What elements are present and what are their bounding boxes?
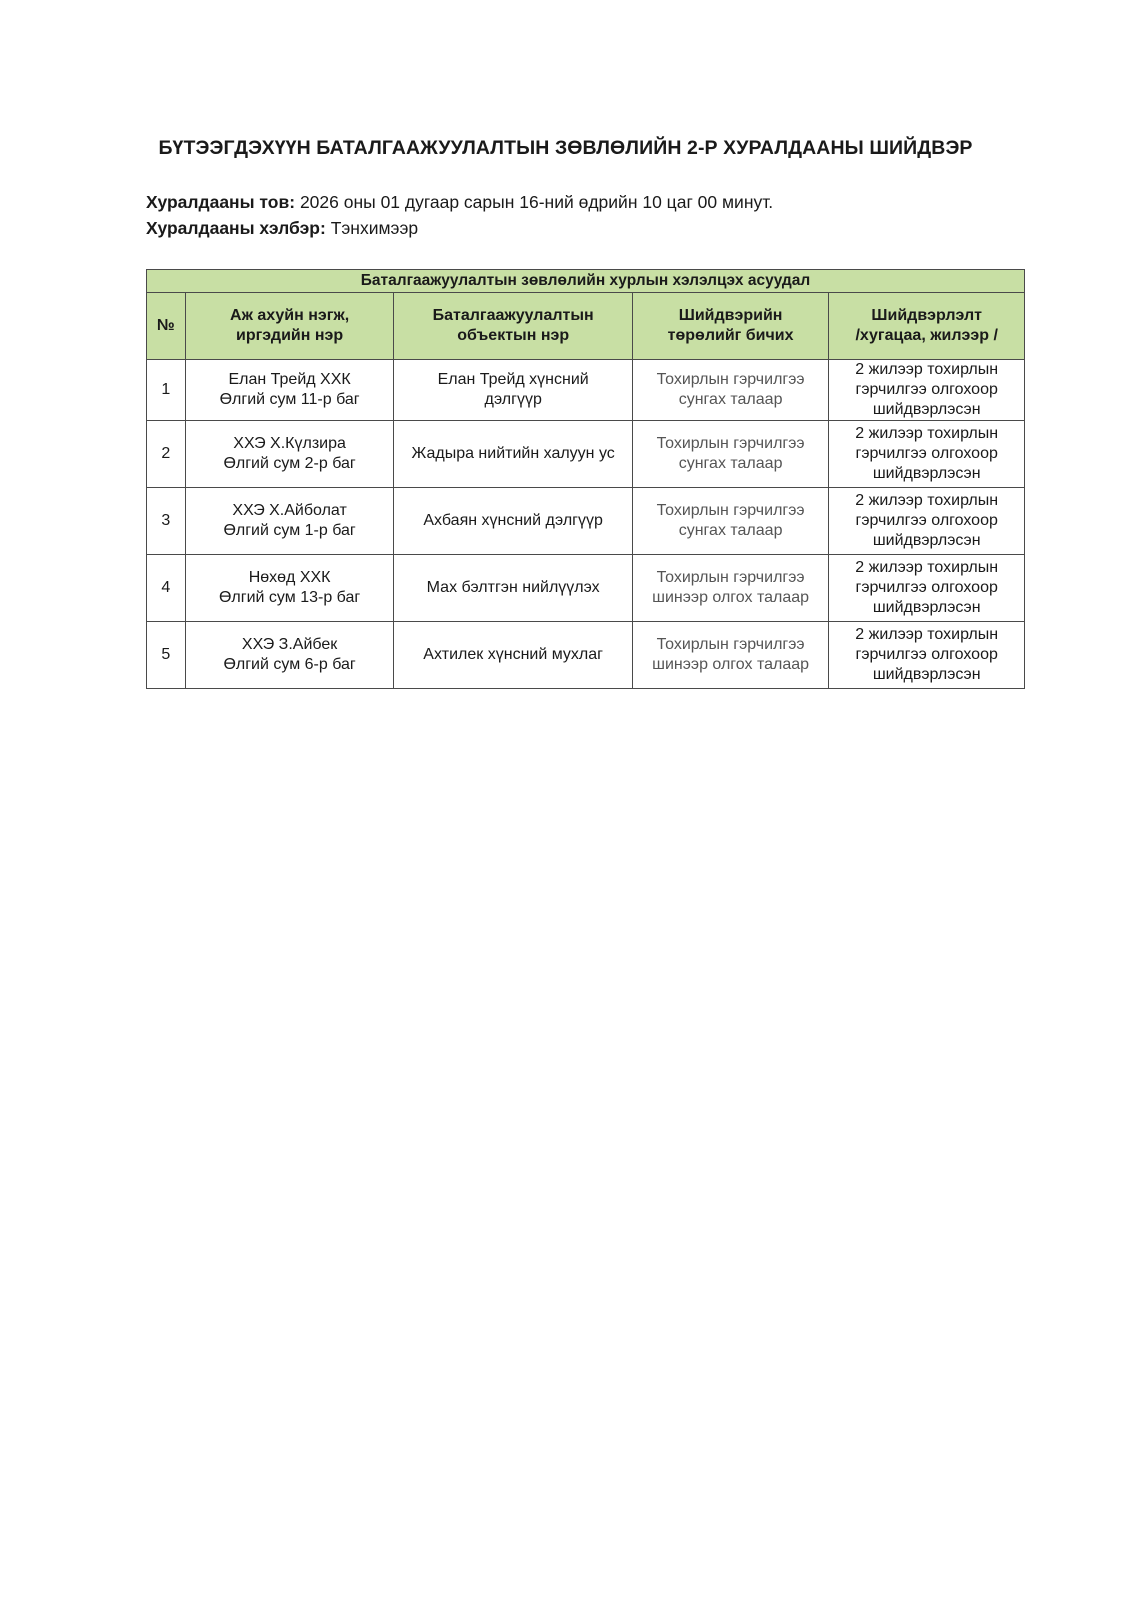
cell-line: Ахтилек хүнсний мухлаг	[423, 646, 603, 663]
header-entity	[185, 293, 394, 360]
header-line: төрөлийг бичих	[667, 327, 794, 344]
header-decision	[829, 293, 1025, 360]
cell-decision	[829, 555, 1025, 622]
cell-line: шийдвэрлэсэн	[872, 401, 981, 418]
cell-decision-type	[632, 555, 829, 622]
cell-decision-type	[632, 488, 829, 555]
header-line: объектын нэр	[457, 327, 570, 344]
cell-line: Елан Трейд хүнсний	[437, 371, 589, 388]
cell-line: Нөхөд ХХК	[248, 569, 331, 586]
cell-line: гэрчилгээ олгохоор	[855, 579, 998, 596]
cell-decision	[829, 622, 1025, 689]
header-line: Баталгаажуулалтын	[432, 307, 594, 324]
table-row	[147, 622, 1025, 689]
meeting-format-value: Тэнхимээр	[330, 218, 419, 238]
cell-line: ХХЭ З.Айбек	[241, 636, 338, 653]
cell-decision-type	[632, 421, 829, 488]
cell-line: Жадыра нийтийн халуун ус	[411, 445, 615, 462]
decisions-table	[146, 269, 1025, 689]
cell-decision	[829, 421, 1025, 488]
cell-line: гэрчилгээ олгохоор	[855, 646, 998, 663]
cell-line: Тохирлын гэрчилгээ	[656, 435, 805, 452]
cell-line: сунгах талаар	[678, 455, 783, 472]
meeting-date	[146, 192, 773, 213]
cell-line: Мах бэлтгэн нийлүүлэх	[426, 579, 600, 596]
table-row	[147, 360, 1025, 421]
cell-line: Ахбаян хүнсний дэлгүүр	[423, 512, 603, 529]
cell-object	[394, 360, 632, 421]
cell-number: 1	[147, 360, 186, 421]
header-line: /хугацаа, жилээр /	[855, 327, 998, 344]
cell-entity	[185, 360, 394, 421]
cell-line: 2 жилээр тохирлын	[855, 425, 999, 442]
cell-number: 2	[147, 421, 186, 488]
cell-line: гэрчилгээ олгохоор	[855, 381, 998, 398]
table-caption: Баталгаажуулалтын зөвлөлийн хурлын хэлэлцэх асуудал	[147, 270, 1025, 293]
header-line: Аж ахуйн нэгж,	[230, 307, 350, 324]
cell-line: шийдвэрлэсэн	[872, 465, 981, 482]
table-row	[147, 488, 1025, 555]
cell-entity	[185, 421, 394, 488]
cell-line: Тохирлын гэрчилгээ	[656, 502, 805, 519]
cell-line: сунгах талаар	[678, 391, 783, 408]
cell-line: Елан Трейд ХХК	[228, 371, 351, 388]
cell-decision	[829, 360, 1025, 421]
cell-line: гэрчилгээ олгохоор	[855, 445, 998, 462]
cell-line: 2 жилээр тохирлын	[855, 626, 999, 643]
cell-line: шийдвэрлэсэн	[872, 599, 981, 616]
cell-line: 2 жилээр тохирлын	[855, 559, 999, 576]
cell-object	[394, 488, 632, 555]
cell-line: 2 жилээр тохирлын	[855, 361, 999, 378]
cell-object	[394, 622, 632, 689]
header-decision-type	[632, 293, 829, 360]
cell-line: шийдвэрлэсэн	[872, 532, 981, 549]
cell-line: сунгах талаар	[678, 522, 783, 539]
cell-object	[394, 555, 632, 622]
cell-decision-type	[632, 622, 829, 689]
cell-number: 4	[147, 555, 186, 622]
meeting-date-label: Хуралдааны тов:	[146, 192, 296, 212]
cell-decision	[829, 488, 1025, 555]
cell-number: 5	[147, 622, 186, 689]
cell-object	[394, 421, 632, 488]
cell-line: 2 жилээр тохирлын	[855, 492, 999, 509]
cell-line: гэрчилгээ олгохоор	[855, 512, 998, 529]
cell-entity	[185, 622, 394, 689]
cell-line: Өлгий сум 6-р баг	[223, 656, 356, 673]
table-header-row	[147, 293, 1025, 360]
meeting-date-value: 2026 оны 01 дугаар сарын 16-ний өдрийн 10 цаг 00 минут.	[299, 192, 774, 212]
cell-line: ХХЭ Х.Айболат	[232, 502, 347, 519]
cell-line: дэлгүүр	[484, 391, 542, 408]
cell-line: шинээр олгох талаар	[652, 656, 810, 673]
header-line: Шийдвэрлэлт	[871, 307, 982, 324]
cell-line: Тохирлын гэрчилгээ	[656, 371, 805, 388]
cell-line: Тохирлын гэрчилгээ	[656, 636, 805, 653]
table-caption-row	[147, 270, 1025, 293]
cell-entity	[185, 555, 394, 622]
cell-number: 3	[147, 488, 186, 555]
cell-line: шинээр олгох талаар	[652, 589, 810, 606]
page-title: БҮТЭЭГДЭХҮҮН БАТАЛГААЖУУЛАЛТЫН ЗӨВЛӨЛИЙН 2-Р ХУРАЛДААНЫ ШИЙДВЭР	[158, 137, 973, 159]
header-line: №	[156, 317, 175, 334]
meeting-format-label: Хуралдааны хэлбэр:	[146, 218, 326, 238]
cell-line: Өлгий сум 13-р баг	[218, 589, 361, 606]
meeting-format	[146, 218, 418, 239]
cell-decision-type	[632, 360, 829, 421]
table-row	[147, 555, 1025, 622]
header-number	[147, 293, 186, 360]
cell-line: шийдвэрлэсэн	[872, 666, 981, 683]
cell-line: ХХЭ Х.Күлзира	[233, 435, 346, 452]
table-row	[147, 421, 1025, 488]
header-line: Шийдвэрийн	[678, 307, 783, 324]
cell-entity	[185, 488, 394, 555]
header-object	[394, 293, 632, 360]
cell-line: Өлгий сум 11-р баг	[219, 391, 360, 408]
cell-line: Өлгий сум 2-р баг	[223, 455, 356, 472]
cell-line: Өлгий сум 1-р баг	[223, 522, 356, 539]
cell-line: Тохирлын гэрчилгээ	[656, 569, 805, 586]
header-line: иргэдийн нэр	[236, 327, 344, 344]
